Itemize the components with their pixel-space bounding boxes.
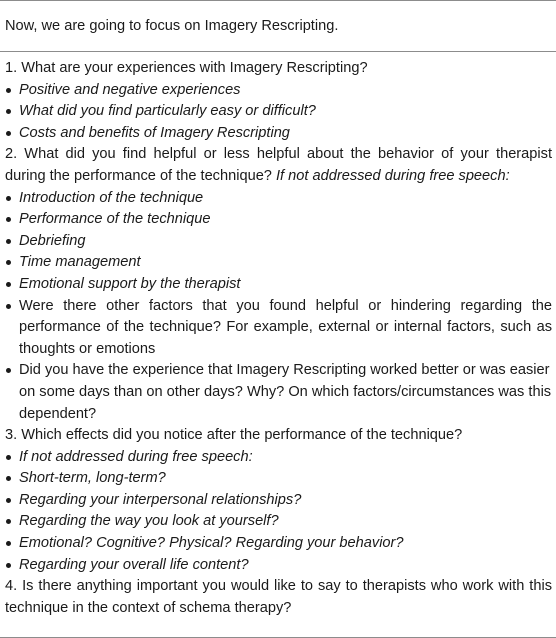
list-item: What did you find particularly easy or difficult? xyxy=(5,101,552,123)
question-1: 1. What are your experiences with Imagery Rescripting? xyxy=(5,60,368,76)
list-item: Regarding your overall life content? xyxy=(5,555,552,577)
question-2 xyxy=(5,144,552,187)
list-item: Did you have the experience that Imagery Rescripting worked better or was easier on some days than on other days? Why? On which factors/circumstances was this dependent? xyxy=(5,360,552,425)
intro-row xyxy=(0,1,556,52)
question-2-instruction: If not addressed during free speech: xyxy=(275,167,510,184)
list-item: Regarding the way you look at yourself? xyxy=(5,511,552,533)
question-2-text: 2. What did you find helpful or less helpful about the behavior of your therapist during the performance of the technique? xyxy=(5,146,552,184)
list-item: Debriefing xyxy=(5,231,552,253)
question-4: 4. Is there anything important you would like to say to therapists who work with this technique in the context of schema therapy? xyxy=(5,578,552,616)
list-item: Time management xyxy=(5,252,552,274)
intro-text: Now, we are going to focus on Imagery Rescripting. xyxy=(5,18,339,34)
question-1-bullets xyxy=(5,80,552,145)
list-item: Emotional support by the therapist xyxy=(5,274,552,296)
question-3: 3. Which effects did you notice after the performance of the technique? xyxy=(5,427,463,444)
list-item: Introduction of the technique xyxy=(5,188,552,210)
list-item: Costs and benefits of Imagery Rescripting xyxy=(5,123,552,145)
questions-cell xyxy=(0,52,556,619)
list-item: Short-term, long-term? xyxy=(5,468,552,490)
list-item: Regarding your interpersonal relationships? xyxy=(5,490,552,512)
question-2-bullets-italic xyxy=(5,188,552,296)
list-item: If not addressed during free speech: xyxy=(5,447,552,469)
list-item: Were there other factors that you found helpful or hindering regarding the performance of the technique? For example, external or internal factors, such as thoughts or emotions xyxy=(5,296,552,361)
list-item: Emotional? Cognitive? Physical? Regarding your behavior? xyxy=(5,533,552,555)
question-2-bullets-plain xyxy=(5,296,552,426)
question-3-bullets xyxy=(5,447,552,577)
list-item: Performance of the technique xyxy=(5,209,552,231)
list-item: Positive and negative experiences xyxy=(5,80,552,102)
